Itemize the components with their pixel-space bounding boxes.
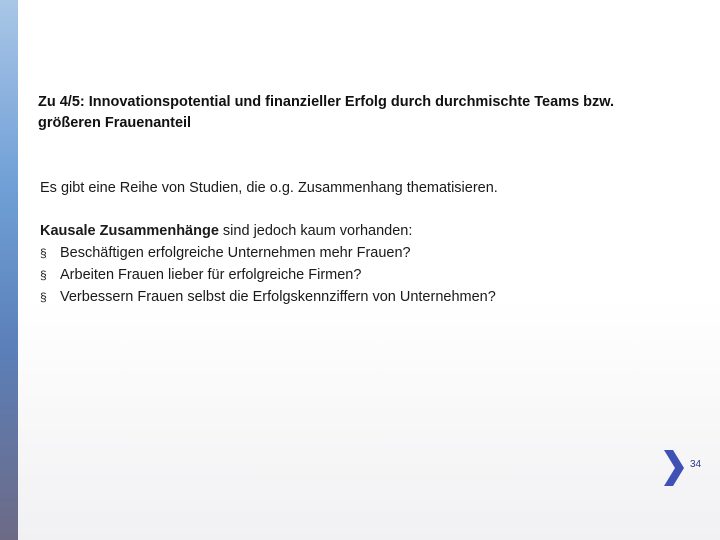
list-item [40, 242, 680, 264]
causal-section [40, 220, 680, 308]
bullet-text: Beschäftigen erfolgreiche Unternehmen mehr Frauen? [60, 245, 411, 261]
list-item [40, 286, 680, 308]
page-number: 34 [690, 459, 702, 470]
causal-rest-text: sind jedoch kaum vorhanden: [218, 223, 413, 239]
bullet-list [40, 242, 680, 308]
list-item [40, 264, 680, 286]
bullet-text: Verbessern Frauen selbst die Erfolgskennziffern von Unternehmen? [60, 289, 496, 305]
side-accent-bar [0, 0, 18, 540]
bullet-mark: § [40, 268, 47, 282]
chevron-right-icon[interactable] [662, 448, 686, 488]
causal-line [40, 220, 680, 242]
slide-heading: Zu 4/5: Innovationspotential und finanzieller Erfolg durch durchmischte Teams bzw. größeren Frauenanteil [38, 94, 615, 131]
bullet-mark: § [40, 246, 47, 260]
bullet-text: Arbeiten Frauen lieber für erfolgreiche Firmen? [60, 267, 362, 283]
intro-text: Es gibt eine Reihe von Studien, die o.g. Zusammenhang thematisieren. [40, 180, 498, 196]
bullet-mark: § [40, 290, 47, 304]
causal-bold-text: Kausale Zusammenhänge [40, 223, 219, 239]
